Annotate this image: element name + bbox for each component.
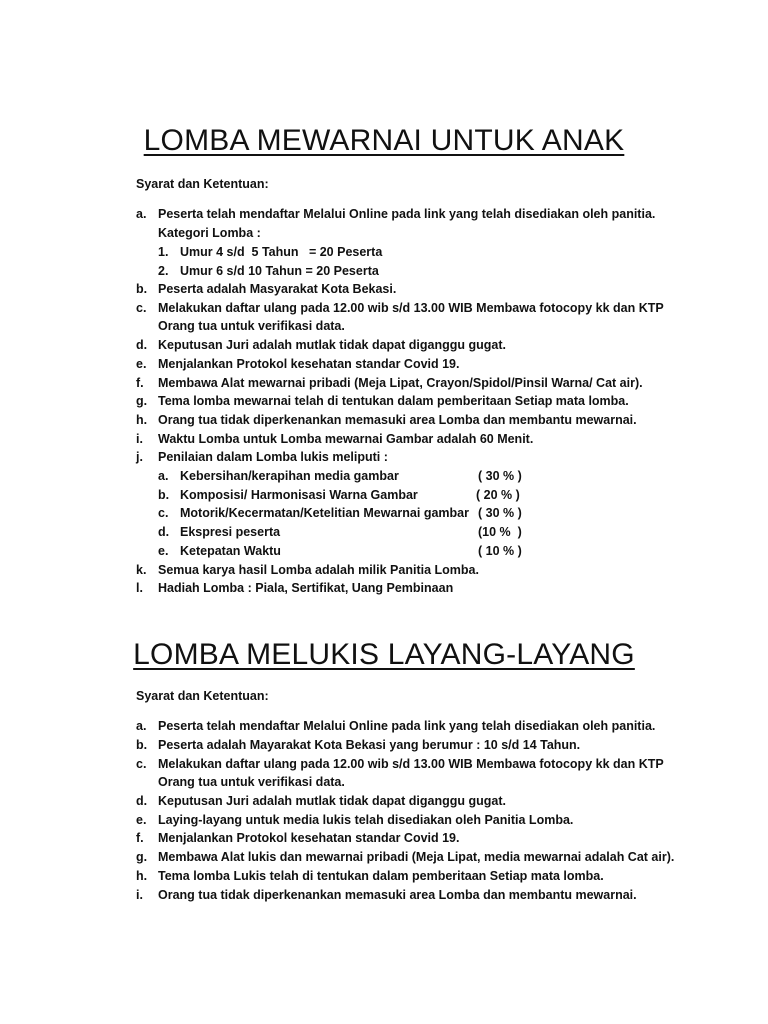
list-marker: a. (136, 719, 147, 733)
list-item (136, 737, 580, 753)
list-text: Peserta telah mendaftar Melalui Online pada link yang telah disediakan oleh panitia. (158, 207, 656, 221)
list-item (136, 756, 664, 772)
list-marker: k. (136, 563, 147, 577)
list-marker: 1. (158, 245, 169, 259)
section2-subtitle: Syarat dan Ketentuan: (136, 689, 269, 703)
list-marker: f. (136, 376, 144, 390)
list-text: Penilaian dalam Lomba lukis meliputi : (158, 450, 388, 464)
list-text: Keputusan Juri adalah mutlak tidak dapat diganggu gugat. (158, 794, 506, 808)
section2-title: LOMBA MELUKIS LAYANG-LAYANG (133, 638, 635, 671)
list-item (158, 244, 382, 260)
list-text: Orang tua untuk verifikasi data. (158, 319, 345, 333)
list-item (136, 793, 506, 809)
list-marker: d. (136, 794, 148, 808)
section1-subtitle: Syarat dan Ketentuan: (136, 177, 269, 191)
list-item (136, 718, 655, 734)
list-text: Orang tua tidak diperkenankan memasuki area Lomba dan membantu mewarnai. (158, 888, 637, 902)
list-item (158, 318, 345, 334)
list-marker: i. (136, 432, 143, 446)
section1-title: LOMBA MEWARNAI UNTUK ANAK (143, 124, 625, 157)
criteria-text: Kebersihan/kerapihan media gambar (180, 469, 399, 483)
list-item (136, 830, 459, 846)
list-text: Membawa Alat lukis dan mewarnai pribadi (Meja Lipat, media mewarnai adalah Cat air). (158, 850, 675, 864)
list-item (136, 281, 396, 297)
list-marker: 2. (158, 264, 169, 278)
list-marker: d. (136, 338, 148, 352)
criteria-text: Ketepatan Waktu (180, 544, 281, 558)
list-marker: h. (136, 869, 148, 883)
list-marker: g. (136, 394, 148, 408)
criteria-marker: d. (158, 525, 170, 539)
list-marker: a. (136, 207, 147, 221)
list-marker: b. (136, 282, 148, 296)
criteria-marker: a. (158, 469, 169, 483)
criteria-row (158, 505, 469, 521)
list-item (136, 300, 664, 316)
list-text: Membawa Alat mewarnai pribadi (Meja Lipat, Crayon/Spidol/Pinsil Warna/ Cat air). (158, 376, 643, 390)
list-marker: h. (136, 413, 148, 427)
list-text: Menjalankan Protokol kesehatan standar Covid 19. (158, 357, 460, 371)
list-marker: b. (136, 738, 148, 752)
list-text: Orang tua tidak diperkenankan memasuki area Lomba dan membantu mewarnai. (158, 413, 637, 427)
list-marker: e. (136, 813, 147, 827)
list-item (136, 849, 674, 865)
list-text: Peserta adalah Mayarakat Kota Bekasi yang berumur : 10 s/d 14 Tahun. (158, 738, 581, 752)
list-text: Peserta telah mendaftar Melalui Online pada link yang telah disediakan oleh panitia. (158, 719, 656, 733)
list-text: Menjalankan Protokol kesehatan standar Covid 19. (158, 831, 460, 845)
list-text: Melakukan daftar ulang pada 12.00 wib s/d 13.00 WIB Membawa fotocopy kk dan KTP (158, 757, 664, 771)
list-marker: c. (136, 301, 147, 315)
list-text: Hadiah Lomba : Piala, Sertifikat, Uang Pembinaan (158, 581, 454, 595)
list-marker: l. (136, 581, 143, 595)
criteria-row (158, 543, 281, 559)
list-marker: e. (136, 357, 147, 371)
criteria-text: Komposisi/ Harmonisasi Warna Gambar (180, 488, 418, 502)
criteria-text: Motorik/Kecermatan/Ketelitian Mewarnai gambar (180, 506, 469, 520)
list-item (136, 868, 604, 884)
list-item (136, 206, 655, 222)
list-text: Umur 6 s/d 10 Tahun = 20 Peserta (180, 264, 379, 278)
criteria-weight: ( 10 % ) (478, 544, 522, 558)
list-marker: g. (136, 850, 148, 864)
criteria-weight: ( 30 % ) (478, 506, 522, 520)
list-item (136, 412, 637, 428)
list-text: Tema lomba Lukis telah di tentukan dalam pemberitaan Setiap mata lomba. (158, 869, 604, 883)
list-item (136, 580, 453, 596)
list-text: Melakukan daftar ulang pada 12.00 wib s/d 13.00 WIB Membawa fotocopy kk dan KTP (158, 301, 664, 315)
list-text: Tema lomba mewarnai telah di tentukan dalam pemberitaan Setiap mata lomba. (158, 394, 629, 408)
list-item (136, 431, 533, 447)
list-text: Umur 4 s/d 5 Tahun = 20 Peserta (180, 245, 383, 259)
list-item (158, 263, 379, 279)
criteria-marker: c. (158, 506, 169, 520)
list-item (136, 887, 637, 903)
list-item (136, 393, 629, 409)
list-item (158, 225, 261, 241)
list-item (136, 449, 388, 465)
list-item (136, 356, 459, 372)
list-text: Keputusan Juri adalah mutlak tidak dapat diganggu gugat. (158, 338, 506, 352)
criteria-weight: ( 30 % ) (478, 469, 522, 483)
criteria-weight: ( 20 % ) (476, 488, 520, 502)
criteria-text: Ekspresi peserta (180, 525, 281, 539)
list-marker: j. (136, 450, 143, 464)
list-item (136, 337, 506, 353)
criteria-weight: (10 % ) (478, 525, 522, 539)
list-item (136, 812, 573, 828)
list-marker: c. (136, 757, 147, 771)
list-text: Semua karya hasil Lomba adalah milik Panitia Lomba. (158, 563, 479, 577)
criteria-marker: b. (158, 488, 170, 502)
criteria-row (158, 524, 280, 540)
list-text: Orang tua untuk verifikasi data. (158, 775, 345, 789)
list-marker: i. (136, 888, 143, 902)
list-item (136, 562, 479, 578)
list-text: Peserta adalah Masyarakat Kota Bekasi. (158, 282, 397, 296)
list-text: Kategori Lomba : (158, 226, 261, 240)
list-marker: f. (136, 831, 144, 845)
list-item (158, 774, 345, 790)
list-item (136, 375, 643, 391)
list-text: Waktu Lomba untuk Lomba mewarnai Gambar adalah 60 Menit. (158, 432, 534, 446)
criteria-marker: e. (158, 544, 169, 558)
criteria-row (158, 468, 399, 484)
list-text: Laying-layang untuk media lukis telah disediakan oleh Panitia Lomba. (158, 813, 574, 827)
criteria-row (158, 487, 418, 503)
